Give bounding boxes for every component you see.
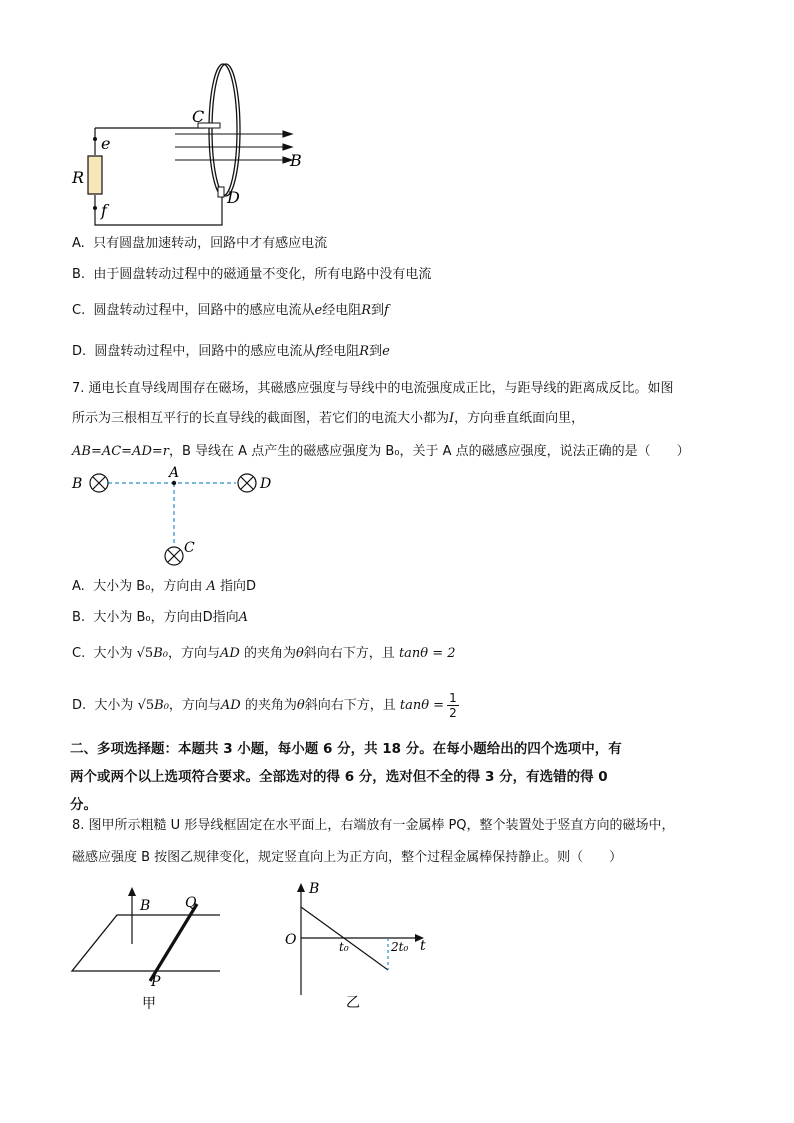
q6-option-a[interactable]: A. 只有圆盘加速转动，回路中才有感应电流 [72, 236, 328, 251]
q8-stem-line2: 磁感应强度 B 按图乙规律变化，规定竖直向上为正方向，整个过程金属棒保持静止。则（ ） [72, 850, 623, 865]
label-p: P [151, 974, 161, 990]
sqrt-five: √5 [136, 646, 154, 661]
label-a: A [169, 465, 180, 481]
caption-jia: 甲 [142, 996, 156, 1012]
label-b: B [309, 881, 320, 897]
q6-option-d[interactable]: D. 圆盘转动过程中，回路中的感应电流从f经电阻R到e [72, 344, 390, 359]
q6-option-b[interactable]: B. 由于圆盘转动过程中的磁通量不变化，所有电路中没有电流 [72, 267, 432, 282]
label-o: O [285, 932, 297, 948]
disk-circuit-figure [60, 55, 320, 235]
label-c: C [192, 107, 205, 126]
label-t: t [420, 938, 426, 954]
section-2-heading: 二、多项选择题：本题共 3 小题，每小题 6 分，共 18 分。在每小题给出的四个选项中，有 两个或两个以上选项符合要求。全部选对的得 6 分，选对但不全的得 3 分，有选错的得 0 分。 [70, 741, 622, 813]
label-f: f [101, 201, 107, 220]
point-a [172, 481, 176, 485]
q6-option-c[interactable]: C. 圆盘转动过程中，回路中的感应电流从e经电阻R到f [72, 303, 389, 318]
label-b: B [290, 151, 302, 170]
q7-option-a[interactable]: A. 大小为 B₀，方向由 A 指向D [72, 579, 257, 594]
label-e: e [101, 134, 111, 153]
wires-figure [68, 462, 288, 577]
disk [209, 64, 237, 196]
u-frame-figure [68, 882, 228, 1017]
label-q: Q [185, 895, 197, 911]
q7-stem-line3: AB=AC=AD=r，B 导线在 A 点产生的磁感应强度为 B₀，关于 A 点的磁感应强度，说法正确的是（ ） [72, 444, 690, 459]
label-b: B [72, 476, 83, 492]
label-t0: t₀ [339, 940, 349, 954]
label-2t0: 2t₀ [391, 940, 409, 954]
q7-stem-line2: 所示为三根相互平行的长直导线的截面图，若它们的电流大小都为I，方向垂直纸面向里， [72, 411, 585, 426]
q7-option-d[interactable]: D. 大小为 √5B₀，方向与AD 的夹角为θ斜向右下方，且 tanθ = $\frac{1}{2}$ [72, 691, 457, 720]
label-b: B [140, 898, 151, 914]
label-d: D [260, 476, 272, 492]
q7-stem-line1: 7. 通电长直导线周围存在磁场，其磁感应强度与导线中的电流强度成正比，与距导线的距离成反比。如图 [72, 381, 674, 396]
label-d: D [227, 188, 240, 207]
label-r: R [72, 168, 85, 187]
label-c: C [184, 540, 195, 556]
magnetic-field-lines [175, 131, 292, 163]
q7-option-c[interactable]: C. 大小为 √5B₀，方向与AD 的夹角为θ斜向右下方，且 tanθ = 2 [72, 646, 456, 661]
q7-option-b[interactable]: B. 大小为 B₀，方向由D指向A [72, 610, 248, 625]
b-t-graph-figure [280, 877, 440, 1017]
sqrt-five: √5 [137, 698, 155, 713]
q8-stem-line1: 8. 图甲所示粗糙 U 形导线框固定在水平面上，右端放有一金属棒 PQ，整个装置处于竖直方向的磁场中， [72, 818, 675, 833]
fraction-one-half: $\frac{1}{2}$ [449, 691, 457, 720]
caption-yi: 乙 [346, 995, 360, 1011]
resistor-r [88, 156, 102, 194]
